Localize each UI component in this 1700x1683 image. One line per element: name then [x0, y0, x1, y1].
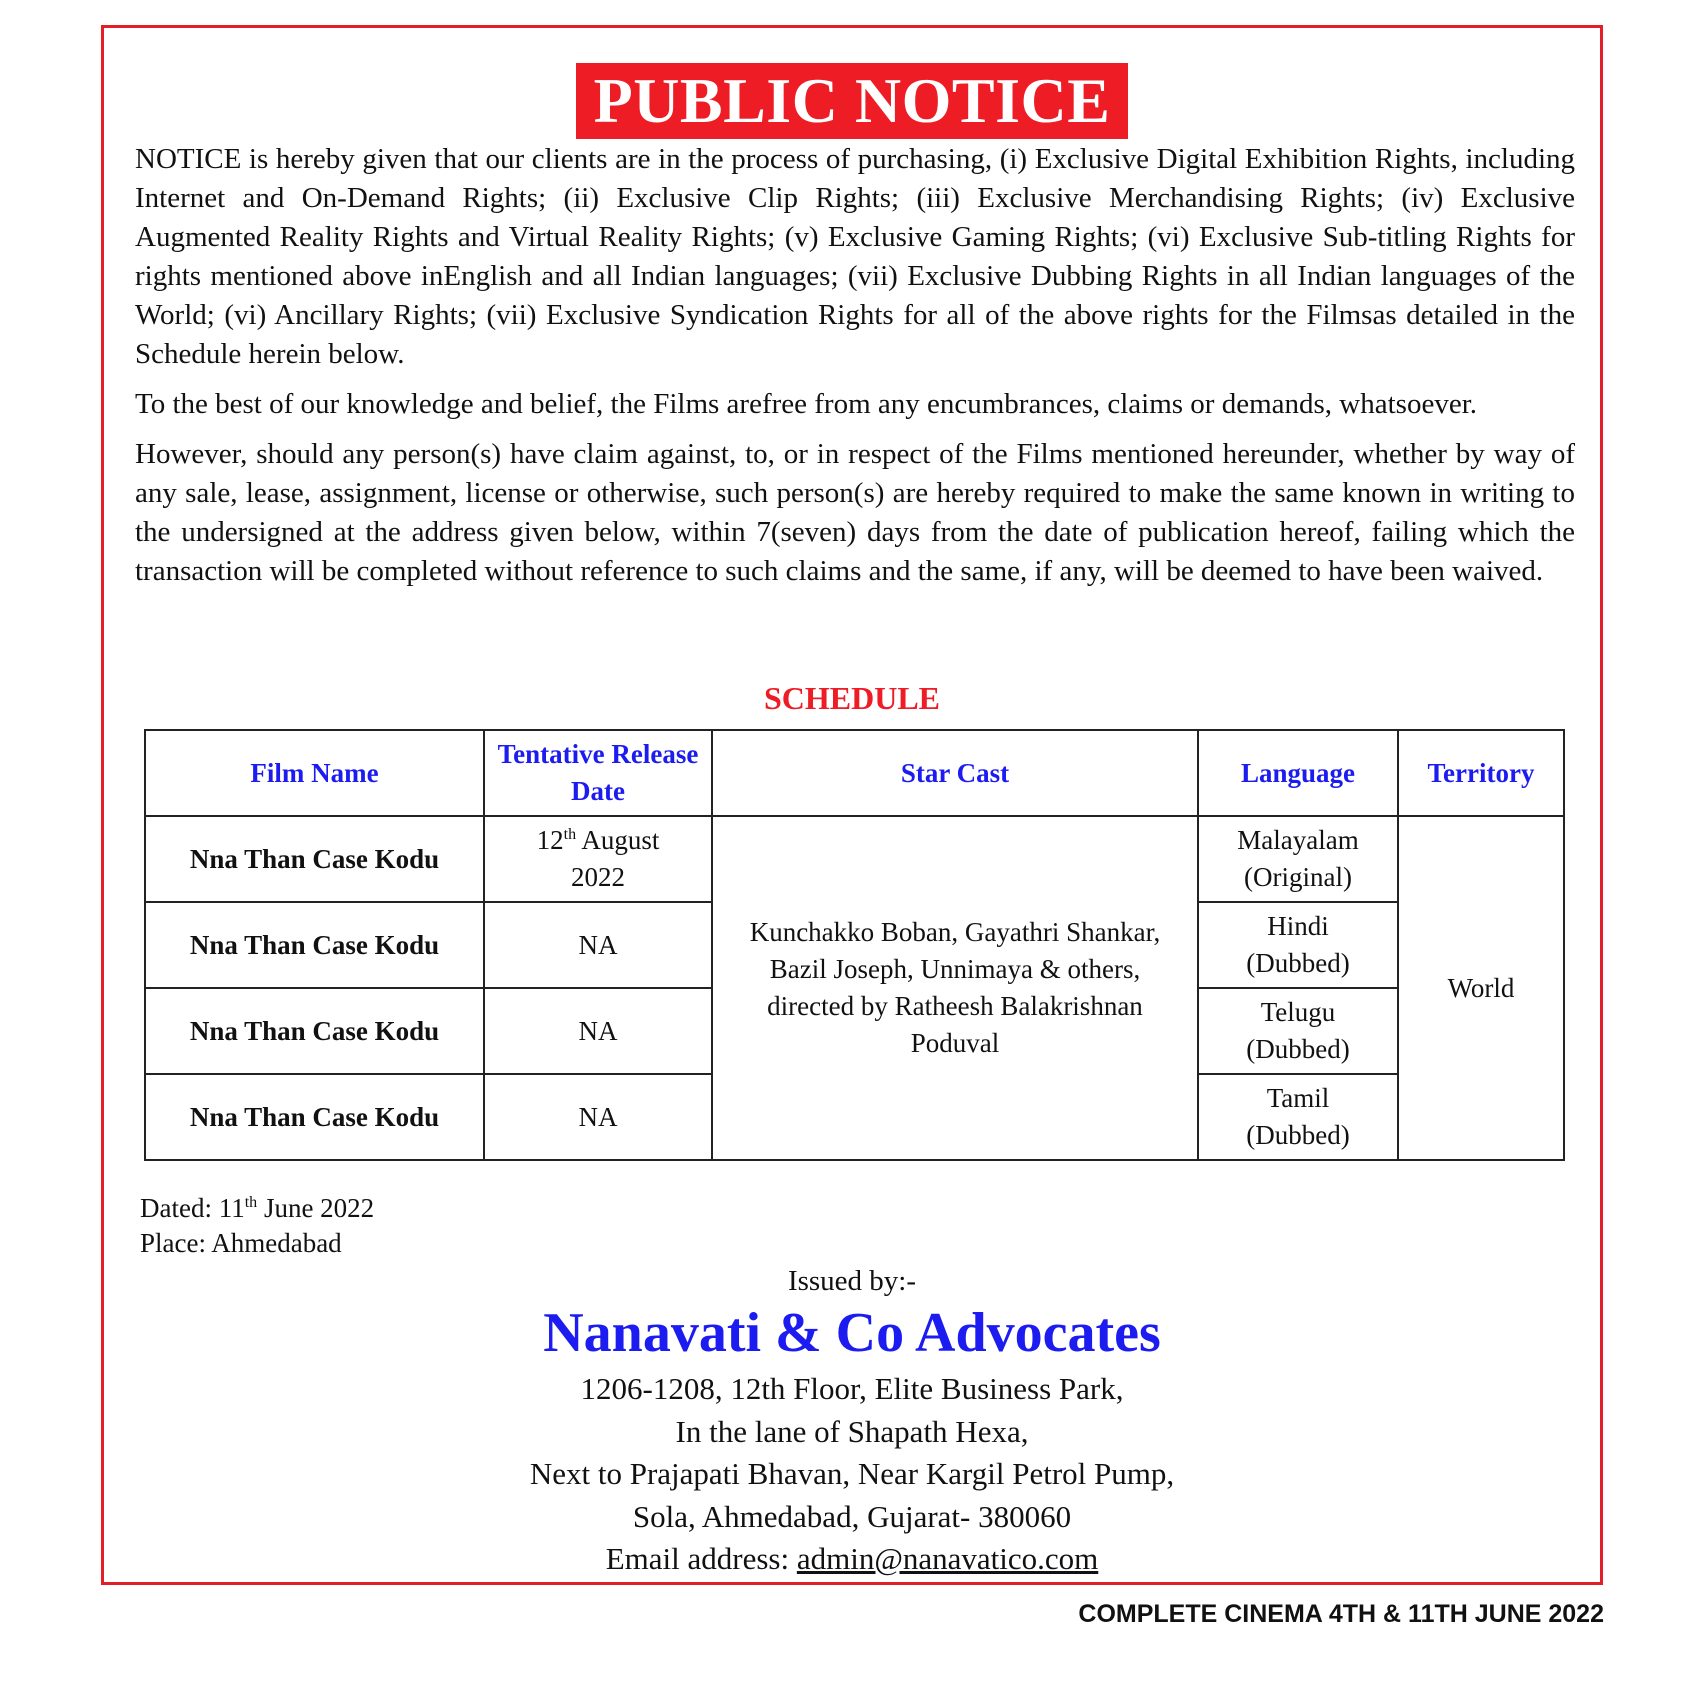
release-month: August — [581, 825, 660, 855]
release-date-cell: NA — [484, 902, 712, 988]
star-cast-cell: Kunchakko Boban, Gayathri Shankar, Bazil Joseph, Unnimaya & others, directed by Ratheesh Balakrishnan Poduval — [712, 816, 1198, 1160]
dated-label: Dated: — [140, 1193, 212, 1223]
release-date-cell — [484, 816, 712, 902]
address-line: Sola, Ahmedabad, Gujarat- 380060 — [632, 1498, 1072, 1534]
notice-paragraph-3: However, should any person(s) have claim against, to, or in respect of the Films mentioned hereunder, whether by way of any sale, lease, assignment, license or otherwise, such person(s) are hereby required to make the same known in writing to the undersigned at the address given below, within 7(seven) days from the date of publication hereof, failing which the transaction will be completed without reference to such claims and the same, if any, will be deemed to have been waived. — [135, 438, 1575, 587]
language-cell — [1198, 902, 1398, 988]
release-day-suffix: th — [563, 826, 577, 843]
notice-paragraph-2: To the best of our knowledge and belief, the Films arefree from any encumbrances, claims or demands, whatsoever. — [135, 388, 1478, 420]
address-line: In the lane of Shapath Hexa, — [675, 1413, 1029, 1449]
language-cell — [1198, 988, 1398, 1074]
email-line — [104, 1538, 1600, 1581]
language-note: (Dubbed) — [1246, 1120, 1350, 1150]
dated-line — [140, 1191, 374, 1226]
dated-rest: June 2022 — [263, 1193, 375, 1223]
address-line: Next to Prajapati Bhavan, Near Kargil Petrol Pump, — [529, 1456, 1175, 1491]
release-day: 12 — [536, 825, 564, 855]
col-language: Language — [1198, 730, 1398, 816]
email-link[interactable]: admin@nanavatico.com — [796, 1541, 1099, 1576]
notice-body — [135, 140, 1575, 602]
dated-day-suffix: th — [244, 1194, 258, 1211]
firm-name: Nanavati & Co Advocates — [543, 1302, 1161, 1364]
film-name-cell: Nna Than Case Kodu — [145, 988, 484, 1074]
language-name: Malayalam — [1237, 825, 1359, 855]
notice-frame — [101, 25, 1603, 1585]
address-block — [104, 1368, 1600, 1581]
language-name: Hindi — [1267, 911, 1329, 941]
schedule-heading: SCHEDULE — [763, 680, 941, 716]
title-wrap — [104, 63, 1600, 139]
col-star-cast: Star Cast — [712, 730, 1198, 816]
release-date-cell: NA — [484, 1074, 712, 1160]
page-title: PUBLIC NOTICE — [576, 63, 1129, 139]
language-note: (Dubbed) — [1246, 1034, 1350, 1064]
address-line: 1206-1208, 12th Floor, Elite Business Park, — [580, 1371, 1124, 1406]
language-name: Tamil — [1266, 1083, 1330, 1113]
issued-by-label: Issued by:- — [787, 1265, 917, 1297]
email-label: Email address: — [605, 1541, 790, 1576]
publication-footer: COMPLETE CINEMA 4TH & 11TH JUNE 2022 — [1078, 1600, 1604, 1628]
language-cell — [1198, 816, 1398, 902]
film-name-cell: Nna Than Case Kodu — [145, 1074, 484, 1160]
language-name: Telugu — [1260, 997, 1336, 1027]
language-note: (Dubbed) — [1246, 948, 1350, 978]
dated-block — [140, 1191, 374, 1261]
table-row — [145, 816, 1564, 902]
dated-day: 11 — [218, 1193, 245, 1223]
col-film-name: Film Name — [145, 730, 484, 816]
schedule-header-row — [145, 730, 1564, 816]
place-line: Place: Ahmedabad — [140, 1228, 342, 1258]
col-release-date: Tentative Release Date — [484, 730, 712, 816]
release-year: 2022 — [571, 862, 625, 892]
film-name-cell: Nna Than Case Kodu — [145, 902, 484, 988]
col-territory: Territory — [1398, 730, 1564, 816]
release-date-cell: NA — [484, 988, 712, 1074]
language-cell — [1198, 1074, 1398, 1160]
language-note: (Original) — [1244, 862, 1352, 892]
territory-cell: World — [1398, 816, 1564, 1160]
film-name-cell: Nna Than Case Kodu — [145, 816, 484, 902]
schedule-table — [144, 729, 1565, 1161]
notice-paragraph-1: NOTICE is hereby given that our clients are in the process of purchasing, (i) Exclusive Digital Exhibition Rights, including Internet and On-Demand Rights; (ii) Exclusive Clip Rights; (iii) Exclusive Merchandising Rights; (iv) Exclusive Augmented Reality Rights and Virtual Reality Rights; (v) Exclusive Gaming Rights; (vi) Exclusive Sub-titling Rights for rights mentioned above inEnglish and all Indian languages; (vii) Exclusive Dubbing Rights in all Indian languages of the World; (vi) Ancillary Rights; (vii) Exclusive Syndication Rights for all of the above rights for the Filmsas detailed in the Schedule herein below. — [135, 143, 1575, 370]
